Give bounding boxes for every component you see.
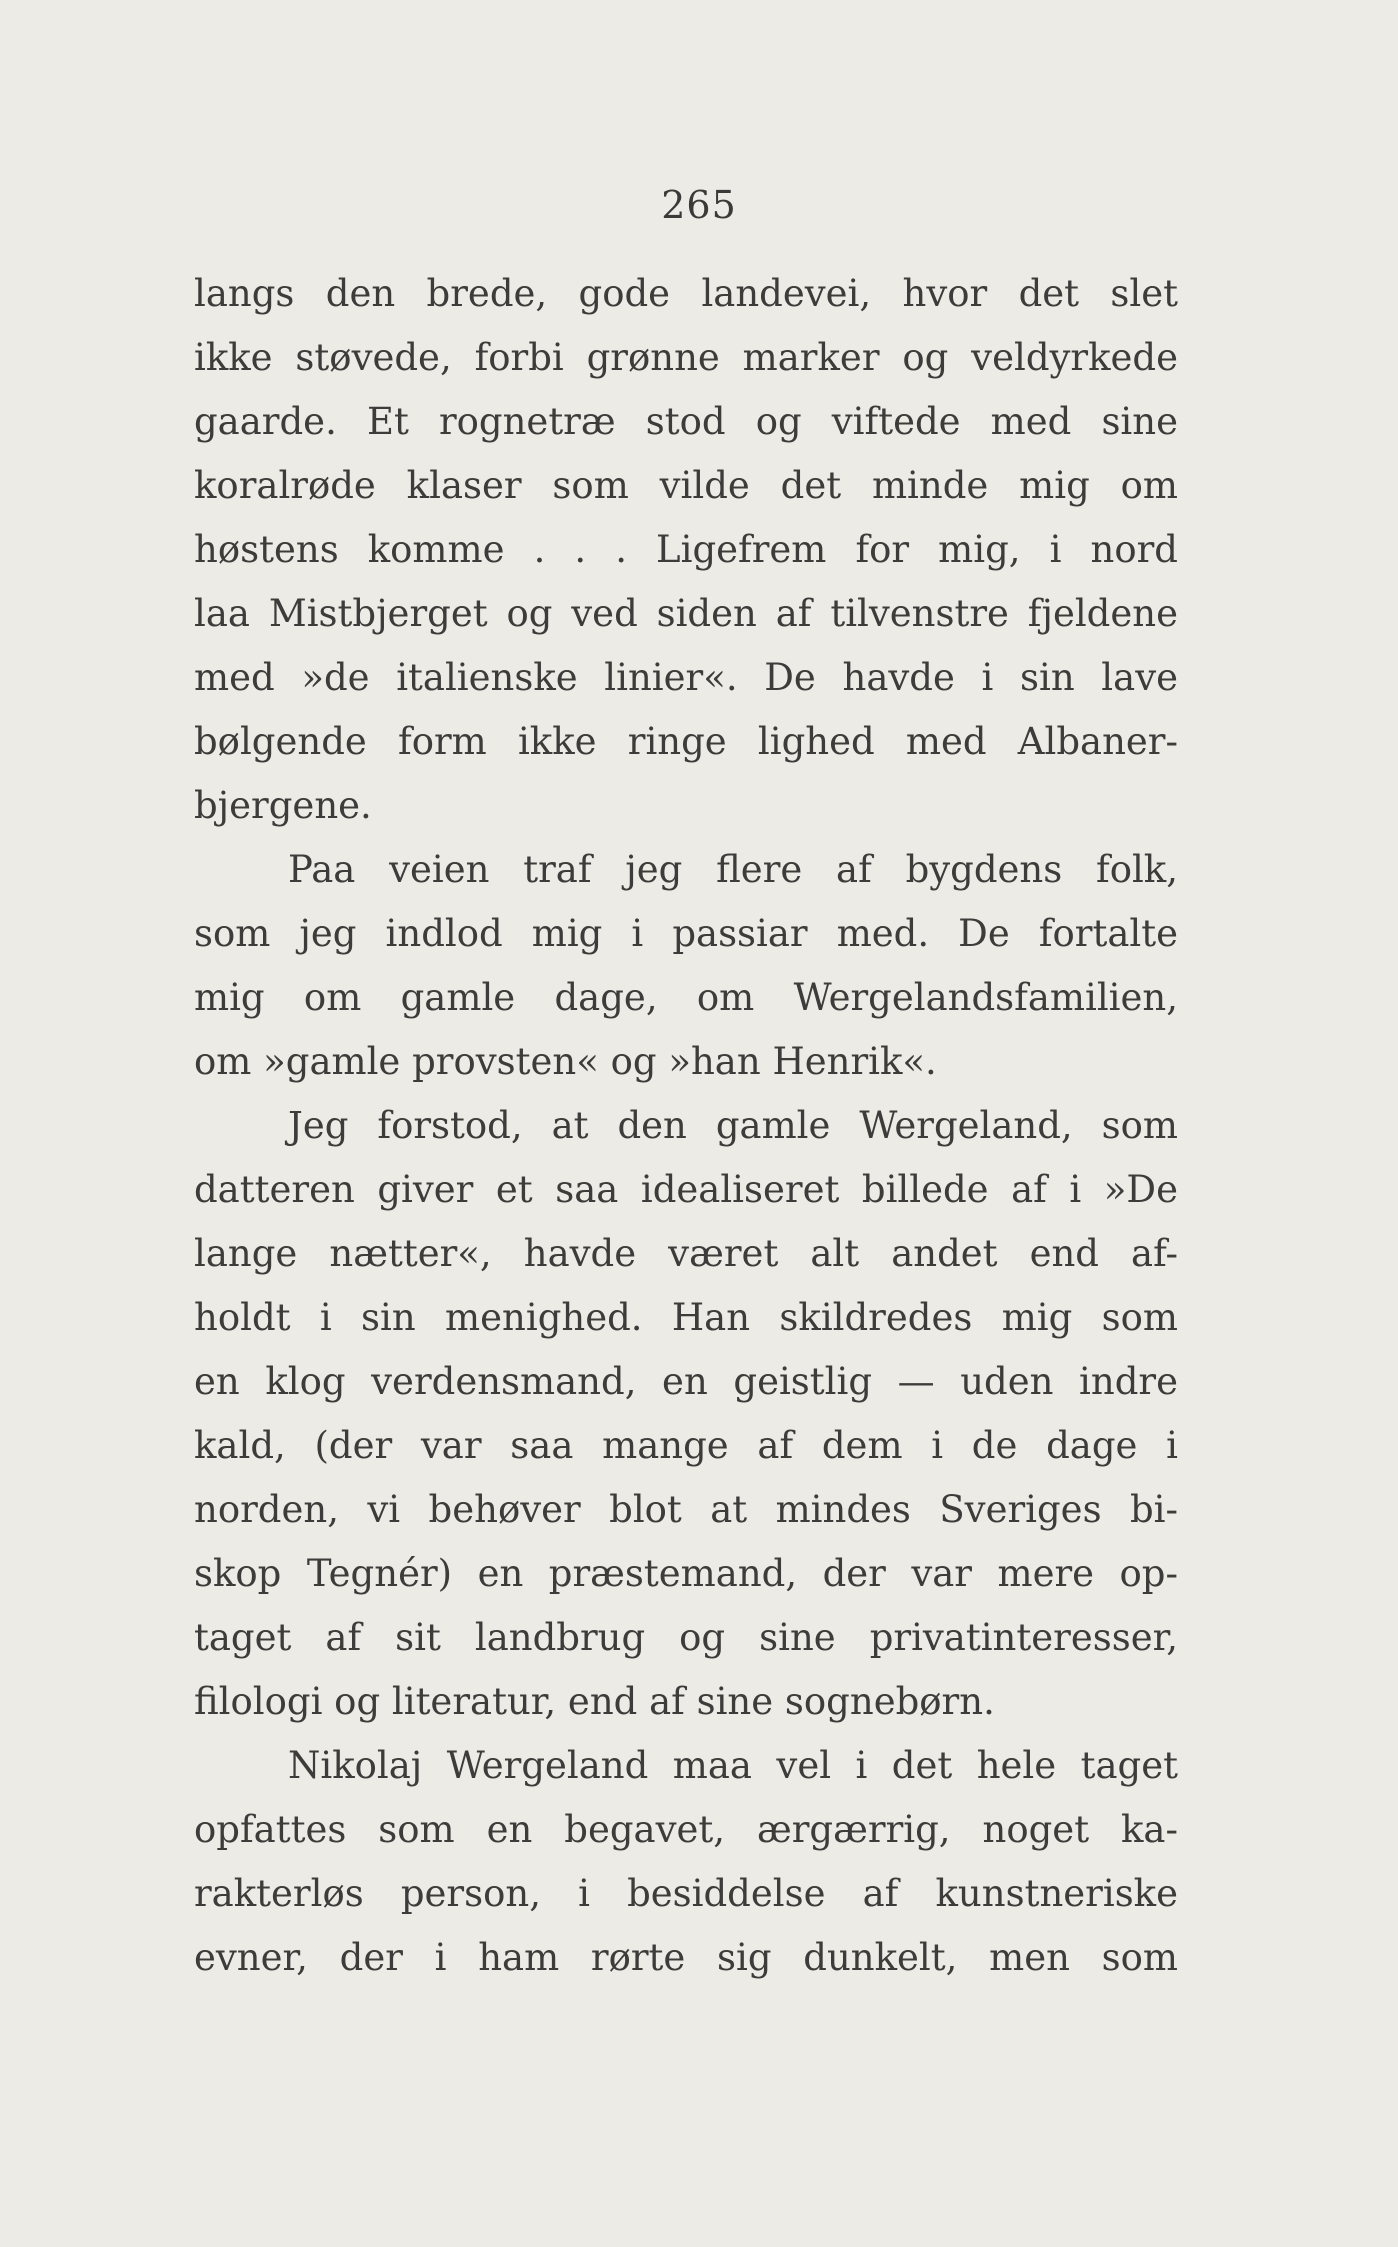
text-line: lange nætter«, havde været alt andet end af- <box>194 1232 1178 1275</box>
page-number: 265 <box>661 183 737 227</box>
text-line: en klog verdensmand, en geistlig — uden indre <box>194 1360 1178 1403</box>
text-line: høstens komme . . . Ligefrem for mig, i nord <box>194 528 1178 571</box>
text-line: som jeg indlod mig i passiar med. De fortalte <box>194 912 1178 955</box>
text-line: mig om gamle dage, om Wergelandsfamilien, <box>194 976 1178 1019</box>
text-line: ikke støvede, forbi grønne marker og veldyrkede <box>194 336 1178 379</box>
text-line: evner, der i ham rørte sig dunkelt, men som <box>194 1936 1178 1979</box>
text-line: bølgende form ikke ringe lighed med Albaner- <box>194 720 1178 763</box>
paragraph-start-line: Paa veien traf jeg flere af bygdens folk, <box>288 848 1178 891</box>
text-line: taget af sit landbrug og sine privatinteresser, <box>194 1616 1178 1659</box>
text-line: gaarde. Et rognetræ stod og viftede med sine <box>194 400 1178 443</box>
text-line: datteren giver et saa idealiseret billede af i »De <box>194 1168 1178 1211</box>
text-line: holdt i sin menighed. Han skildredes mig som <box>194 1296 1178 1339</box>
text-line: koralrøde klaser som vilde det minde mig om <box>194 464 1178 507</box>
text-line: med »de italienske linier«. De havde i sin lave <box>194 656 1178 699</box>
text-line: opfattes som en begavet, ærgærrig, noget ka- <box>194 1808 1178 1851</box>
text-line: filologi og literatur, end af sine sognebørn. <box>194 1680 995 1723</box>
text-line: bjergene. <box>194 784 372 827</box>
text-line: kald, (der var saa mange af dem i de dage i <box>194 1424 1178 1467</box>
text-line: langs den brede, gode landevei, hvor det slet <box>194 272 1178 315</box>
text-line: norden, vi behøver blot at mindes Sveriges bi- <box>194 1488 1178 1531</box>
text-line: laa Mistbjerget og ved siden af tilvenstre fjeldene <box>194 592 1178 635</box>
text-line: skop Tegnér) en præstemand, der var mere op- <box>194 1552 1178 1595</box>
text-line: om »gamle provsten« og »han Henrik«. <box>194 1040 937 1083</box>
body-text <box>194 262 1178 1990</box>
paragraph-start-line: Jeg forstod, at den gamle Wergeland, som <box>288 1104 1178 1147</box>
paragraph-start-line: Nikolaj Wergeland maa vel i det hele taget <box>288 1744 1178 1787</box>
text-line: rakterløs person, i besiddelse af kunstneriske <box>194 1872 1178 1915</box>
